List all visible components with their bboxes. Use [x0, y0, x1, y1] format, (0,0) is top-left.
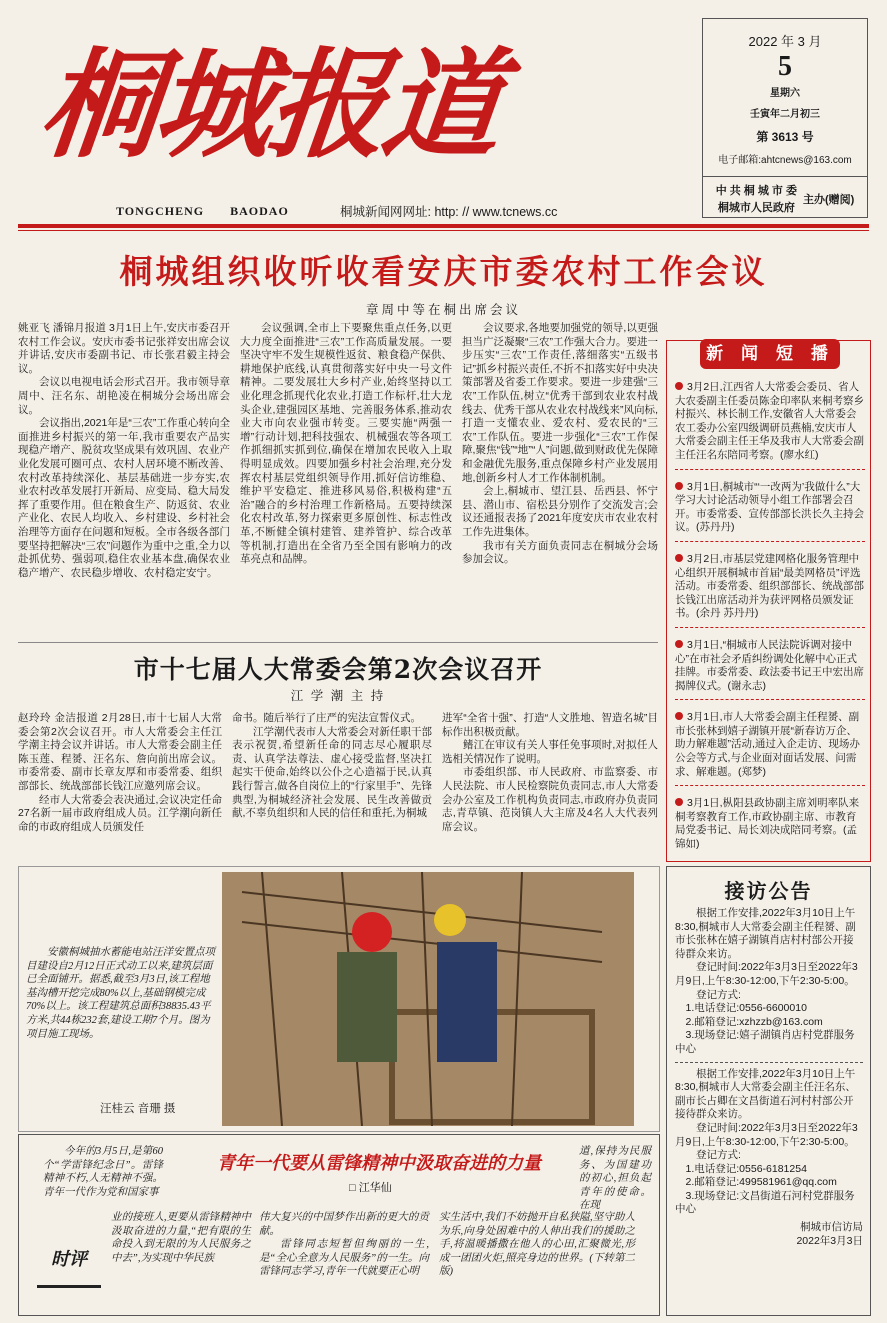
essay-col1 — [43, 1145, 163, 1199]
construction-photo — [222, 872, 634, 1126]
news-brief-list — [675, 381, 865, 869]
publisher — [703, 176, 867, 217]
bullet-icon — [675, 712, 683, 720]
news-brief-item — [675, 711, 865, 786]
notice-p: 登记方式: — [696, 988, 741, 1001]
bullet-icon — [675, 382, 683, 390]
notice-p: 登记时间:2022年3月3日至2022年3月9日,上午8:30-12:00,下午2:30-5:00。 — [675, 961, 858, 987]
issue-lunar-date: 壬寅年二月初三 — [750, 109, 820, 120]
notice-title: 接访公告 — [724, 879, 813, 903]
article1-col2 — [240, 322, 452, 567]
essay-col3 — [439, 1211, 635, 1279]
article1-col3-p: 会议要求,各地要加强党的领导,以更强担当广泛凝聚“三农”工作强大合力。要进一步压实“三农”工作责任,落细落实“五级书记”抓乡村振兴责任,不折不扣落实好中央决策部署及省委工作要求。要进一步建强“三农”工作队伍,树立“优秀干部到农业农村战线去、优秀干部从农业农村战线来”风向标,打造一支懂农业、爱农村、爱农民的“三农”工作队伍。要进一步强化“三农”工作保障,聚焦“钱”“地”“人”问题,做到财政优先保障和金融优先服务,重点保障乡村产业发展用地,创新乡村人才工作体制机制。 — [462, 322, 658, 484]
news-brief-item — [675, 553, 865, 628]
reception-notice — [666, 866, 871, 1316]
issue-weekday: 星期六 — [770, 88, 800, 99]
publisher-org: 中 共 桐 城 市 委 桐城市人民政府 — [715, 185, 797, 214]
masthead-pinyin — [116, 204, 311, 219]
notice-p: 2.邮箱登记:xzhzzb@163.com — [685, 1015, 823, 1028]
section-divider — [18, 642, 658, 643]
notice-p: 登记时间:2022年3月3日至2022年3月9日,上午8:30-12:00,下午2:30-5:00。 — [675, 1121, 858, 1148]
article1-col1-p: 会议指出,2021年是“三农”工作重心转向全面推进乡村振兴的第一年,我市重要农产品实现稳产增产、脱贫攻坚成果有效巩固、农业产业化发展可圈可点、农村人居环境不断改善、农村改革持续深化、基层基础进一步夯实,农业农村改革发展打开新局、应变局、稳大局发挥了重要作用。但在粮食生产、防返贫、农业产业化、农民人均收入、乡村建设、乡村社会治理等方面存在问题和短板。全市各级各部门要坚持把解决“三农”问题作为重中之重,全力以赴抓优势、强弱项,稳住农业基本盘,确保农业稳产增产、农民稳步增收、农村稳定安宁。 — [18, 417, 230, 579]
article1-col1-p: 姚亚飞 潘锦月报道 3月1日上午,安庆市委召开农村工作会议。安庆市委书记张祥安出席会议并讲话,安庆市委副书记、市长张君毅主持会议。 — [18, 322, 230, 375]
publisher-role: 主办(赠阅) — [802, 193, 855, 206]
article1-col2-p: 会议强调,全市上下要聚焦重点任务,以更大力度全面推进“三农”工作高质量发展。一要坚决守牢不发生规模性返贫、粮食稳产保供、耕地保护底线,认真贯彻落实好中央一号文件精神。二要发展壮大乡村产业,始终坚持以工业化理念抓现代化农业,打造工作标杆,壮大龙头企业,建强园区基地、完善服务体系,推动农业大市向农业强市转变。三要实施“两强一增”行动计划,把科技强农、机械强农等各项工作抓细抓实抓到位,确保在增加农民收入上取得明显成效。四要加强乡村社会治理,充分发挥农村基层党组织领导作用,抓好信访维稳、维护平安稳定、推进移风易俗,积极构建“五治”融合的乡村治理工作新格局。五要持续深化农村改革,努力探索更多原创性、标志性改革,不断健全镇村建管、建养管护、综合改革等机制,打造出在全省乃至全国有影响力的改革亮点和品牌。 — [240, 322, 452, 566]
pinyin-2: BAODAO — [230, 204, 289, 218]
article2-col3-p: 鳍江在审议有关人事任免事项时,对拟任人选相关情况作了说明。 — [442, 739, 658, 765]
masthead-rule — [18, 224, 869, 228]
notice-p: 2.邮箱登记:499581961@qq.com — [685, 1176, 837, 1189]
issue-year-month: 2022 年 3 月 — [748, 34, 822, 49]
article1-col1-p: 会议以电视电话会形式召开。我市领导章周中、汪名东、胡艳凌在桐城分会场出席会议。 — [18, 376, 230, 416]
news-brief-box — [666, 340, 871, 862]
news-brief-item — [675, 797, 865, 857]
website-url: 桐城新闻网网址: http: // www.tcnews.cc — [340, 205, 558, 219]
news-brief-header: 新 闻 短 播 — [700, 339, 840, 369]
bullet-icon — [675, 482, 683, 490]
article2-col3-p: 进军“全省十强”、打造“人文胜地、智造名城”目标作出积极贡献。 — [442, 712, 658, 738]
news-brief-item — [675, 381, 865, 470]
essay-col4-p: 道,保持为民服务、为国建功的初心,担负起青年的使命。在现 — [579, 1146, 651, 1212]
essay-col2c-p: 雷锋同志短暂但绚丽的一生,是“全心全意为人民服务”的一生。向雷锋同志学习,青年一代就要正心明 — [259, 1239, 429, 1278]
article2-col2-p: 江学潮代表市人大常委会对新任职干部表示祝贺,希望新任命的同志尽心履职尽责、认真学法尊法、虚心接受监督,坚决扛起实干使命,始终以公仆之心造福于民,认真践行誓言,做各自岗位上的“行家里手”、先锋典型,为桐城经济社会发展、民生改善做贡献,不辜负组织和人民的信任和重托,为桐城 — [232, 725, 432, 820]
article1-col3-p: 我市有关方面负责同志在桐城分会场参加会议。 — [462, 539, 658, 566]
notice-p: 登记方式: — [696, 1149, 741, 1162]
article2-col3-p: 市委组织部、市人民政府、市监察委、市人民法院、市人民检察院负责同志,市人大常委会办公室及工作机构负责同志,市政府办负责同志,青草镇、范岗镇人大主席及4名人大代表列席会议。 — [442, 766, 658, 833]
news-brief-text: 3月1日,市人大常委会副主任程赟、副市长张林到嬉子湖镇开展“新春访万企、助力解难题”活动,通过入企走访、现场办公会等方式,与企业面对面话发展、问需求、解难题。(郑梦) — [675, 711, 860, 778]
bullet-icon — [675, 640, 683, 648]
notice-p: 根据工作安排,2022年3月10日上午8:30,桐城市人大常委会副主任汪名东、副市长占卿在文昌街道石河村村部公开接待群众来访。 — [675, 1067, 856, 1121]
news-brief-text: 3月2日,江西省人大常委会委员、省人大农委副主任委员陈金印率队来桐考察乡村振兴、林长制工作,安徽省人大常委会农工委办公室四级调研员燕楠,安庆市人大常委会副主任王华及我市人大常委会副主任汪名东陪同考察。(廖水红) — [675, 381, 864, 461]
photo-credit: 汪桂云 音珊 摄 — [100, 1103, 176, 1115]
notice-p: 根据工作安排,2022年3月10日上午8:30,桐城市人大常委会副主任程赟、副市长张林在嬉子湖镇肖店村村部公开接待群众来访。 — [675, 907, 856, 960]
news-brief-text: 3月2日,市基层党建网格化服务管理中心组织开展桐城市首届“最美网格员”评选活动。市委常委、组织部部长、统战部部长钱江出席活动并为获评网格员颁发证书。(余丹 苏丹丹) — [675, 552, 864, 620]
essay-col2a — [111, 1211, 251, 1265]
essay-col1-p: 今年的3月5日,是第60个“学雷锋纪念日”。雷锋精神不朽,人无精神不强。青年一代作为党和国家事 — [43, 1146, 163, 1198]
article2-col3 — [442, 712, 658, 834]
issue-info-box — [702, 18, 868, 218]
notice-p: 3.现场登记:嬉子湖镇肖店村党群服务中心 — [675, 1029, 855, 1055]
construction-scene-illustration — [222, 872, 634, 1126]
news-brief-text: 3月1日,桐城市“‘一改两为’我做什么”大学习大讨论活动领导小组工作部署会召开。市委常委、宣传部部长洪长久主持会议。(苏丹丹) — [675, 480, 864, 534]
essay-col2bc — [259, 1211, 429, 1279]
article2-headline: 市十七届人大常委会第2次会议召开 — [133, 655, 543, 684]
photo-caption-text: 安徽桐城抽水蓄能电站汪洋安置点项目建设自2月12日正式动工以来,建筑层面已全面铺开。据悉,截至3月3日,该工程地基沟槽开挖完成80%以上,基础钢模完成70%以上。该工程建筑总面积38835.43平方米,共44栋232套,建设工期7个月。图为项目施工现场。 — [26, 947, 215, 1040]
essay-col3-p: 实生活中,我们不妨抛开自私狭隘,坚守助人为乐,向身处困难中的人伸出我们的援助之手,将温暖播撒在他人的心田,汇聚微光,形成一团团火炬,照亮身边的世界。(下转第二版) — [439, 1212, 635, 1278]
notice-body — [675, 907, 863, 1248]
commentary-badge: 时评 — [37, 1235, 101, 1288]
news-brief-item — [675, 639, 865, 700]
notice-signature-org: 桐城市信访局 — [800, 1221, 863, 1234]
article2-col1-p: 经市人大常委会表决通过,会议决定任命27名新一届市政府组成人员。江学潮向新任命的市政府组成人员颁发任 — [18, 793, 222, 833]
bullet-icon — [675, 798, 683, 806]
essay-author: □ 江华仙 — [349, 1182, 392, 1194]
opinion-essay — [18, 1134, 660, 1316]
pinyin-1: TONGCHENG — [116, 204, 205, 218]
photo-caption — [26, 946, 220, 1041]
essay-col2a-p: 业的接班人,更要从雷锋精神中汲取奋进的力量,“把有限的生命投入到无限的为人民服务之中去”,为实现中华民族 — [111, 1212, 251, 1264]
masthead-rule-thin — [18, 230, 869, 231]
notice-p: 1.电话登记:0556-6181254 — [685, 1162, 807, 1175]
issue-number: 第 3613 号 — [756, 130, 814, 144]
notice-separator — [675, 1062, 863, 1063]
news-brief-text: 3月1日,“桐城市人民法院诉调对接中心”在市社会矛盾纠纷调处化解中心正式挂牌。市委常委、政法委书记王中宏出席揭牌仪式。(谢永志) — [675, 638, 864, 692]
issue-email: 电子邮箱:ahtcnews@163.com — [718, 155, 852, 166]
article2-subhead: 江 学 潮 主 持 — [290, 689, 386, 703]
news-brief-text: 3月1日,枞阳县政协副主席刘明率队来桐考察教育工作,市政协副主席、市教育局党委书记、局长刘决成陪同考察。(孟锦如) — [675, 797, 860, 851]
issue-day: 5 — [778, 51, 792, 82]
notice-p: 3.现场登记:文昌街道石河村党群服务中心 — [675, 1189, 855, 1216]
article1-col3 — [462, 322, 658, 567]
article2-col2 — [232, 712, 432, 821]
article1-headline: 桐城组织收听收看安庆市委农村工作会议 — [119, 252, 768, 291]
bullet-icon — [675, 554, 683, 562]
article2-col1 — [18, 712, 222, 834]
masthead-title: 桐城报道 — [33, 35, 505, 174]
essay-col4 — [579, 1145, 651, 1213]
notice-p: 1.电话登记:0556-6600010 — [685, 1002, 807, 1015]
essay-title: 青年一代要从雷锋精神中汲取奋进的力量 — [217, 1153, 541, 1174]
article2-col1-p: 赵玲玲 金洁报道 2月28日,市十七届人大常委会第2次会议召开。市人大常委会主任江学潮主持会议并讲话。市人大常委会副主任陈玉莲、程赟、汪名东、詹向前出席会议。市委常委、副市长章友厚和市委常委、组织部部长、统战部部长钱江应邀列席会议。 — [18, 712, 222, 792]
article1-col1 — [18, 322, 230, 580]
article2-col2-p: 命书。随后举行了庄严的宪法宣誓仪式。 — [232, 712, 421, 724]
notice-signature-date: 2022年3月3日 — [796, 1234, 863, 1247]
news-brief-item — [675, 481, 865, 542]
article1-subhead: 章周中等在桐出席会议 — [365, 303, 521, 317]
essay-col2b-p: 伟大复兴的中国梦作出新的更大的贡献。 — [259, 1212, 429, 1237]
article1-col3-p: 会上,桐城市、望江县、岳西县、怀宁县、潜山市、宿松县分别作了交流发言;会议还通报表扬了2021年度安庆市农业农村工作先进集体。 — [462, 485, 658, 538]
